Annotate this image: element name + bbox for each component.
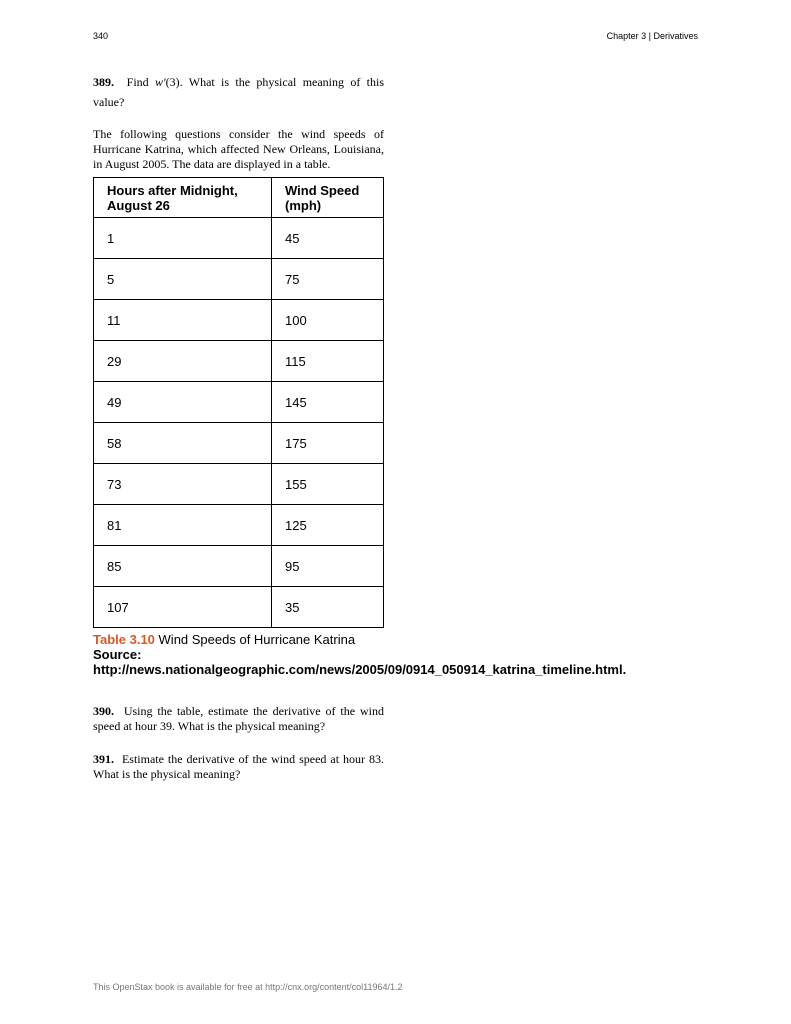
derivative-symbol: w′ — [155, 75, 166, 89]
table-caption — [93, 632, 627, 677]
wind-speed-cell: 115 — [272, 341, 384, 382]
table-row — [94, 300, 384, 341]
hours-cell: 81 — [94, 505, 272, 546]
hours-cell: 1 — [94, 218, 272, 259]
wind-speed-cell: 125 — [272, 505, 384, 546]
wind-speed-cell: 95 — [272, 546, 384, 587]
intro-paragraph: The following questions consider the wind speeds of Hurricane Katrina, which affected New Orleans, Louisiana, in August 2005. The data are displayed in a table. — [93, 127, 384, 171]
caption-label: Table 3.10 — [93, 632, 155, 647]
caption-source-label: Source: — [93, 647, 142, 662]
table-row — [94, 423, 384, 464]
hours-cell: 73 — [94, 464, 272, 505]
caption-source-url: http://news.nationalgeographic.com/news/2005/09/0914_050914_katrina_timeline.html. — [93, 662, 627, 677]
wind-speed-cell: 75 — [272, 259, 384, 300]
column-header-hours: Hours after Midnight, August 26 — [94, 178, 272, 218]
hours-cell: 11 — [94, 300, 272, 341]
hours-cell: 58 — [94, 423, 272, 464]
exercise-text-after: (3). What is the physical meaning of this value? — [93, 75, 384, 109]
wind-speed-cell: 45 — [272, 218, 384, 259]
wind-speed-cell: 155 — [272, 464, 384, 505]
table-header-row — [94, 178, 384, 218]
exercise-text-before: Find — [126, 75, 155, 89]
wind-speed-cell: 100 — [272, 300, 384, 341]
exercise-390 — [93, 704, 384, 734]
wind-speed-cell: 35 — [272, 587, 384, 628]
wind-speed-cell: 145 — [272, 382, 384, 423]
exercise-number: 389. — [93, 75, 114, 89]
footer-note: This OpenStax book is available for free at http://cnx.org/content/col11964/1.2 — [93, 982, 403, 992]
table-row — [94, 587, 384, 628]
table-row — [94, 341, 384, 382]
exercise-text: Using the table, estimate the derivative of the wind speed at hour 39. What is the physical meaning? — [93, 704, 384, 733]
exercise-391 — [93, 752, 384, 782]
wind-speed-table — [93, 177, 384, 628]
page-number: 340 — [93, 31, 109, 41]
hours-cell: 29 — [94, 341, 272, 382]
column-header-wind-speed: Wind Speed (mph) — [272, 178, 384, 218]
caption-title: Wind Speeds of Hurricane Katrina — [158, 632, 356, 647]
exercise-number: 391. — [93, 752, 114, 766]
exercise-text: Estimate the derivative of the wind speed at hour 83. What is the physical meaning? — [93, 752, 384, 781]
exercise-389 — [93, 72, 384, 112]
running-head: Chapter 3 | Derivatives — [606, 31, 698, 41]
hours-cell: 107 — [94, 587, 272, 628]
table-row — [94, 546, 384, 587]
table-row — [94, 382, 384, 423]
hours-cell: 49 — [94, 382, 272, 423]
hours-cell: 85 — [94, 546, 272, 587]
hours-cell: 5 — [94, 259, 272, 300]
exercise-number: 390. — [93, 704, 114, 718]
table-row — [94, 218, 384, 259]
table-row — [94, 464, 384, 505]
table-row — [94, 259, 384, 300]
table-row — [94, 505, 384, 546]
wind-speed-cell: 175 — [272, 423, 384, 464]
